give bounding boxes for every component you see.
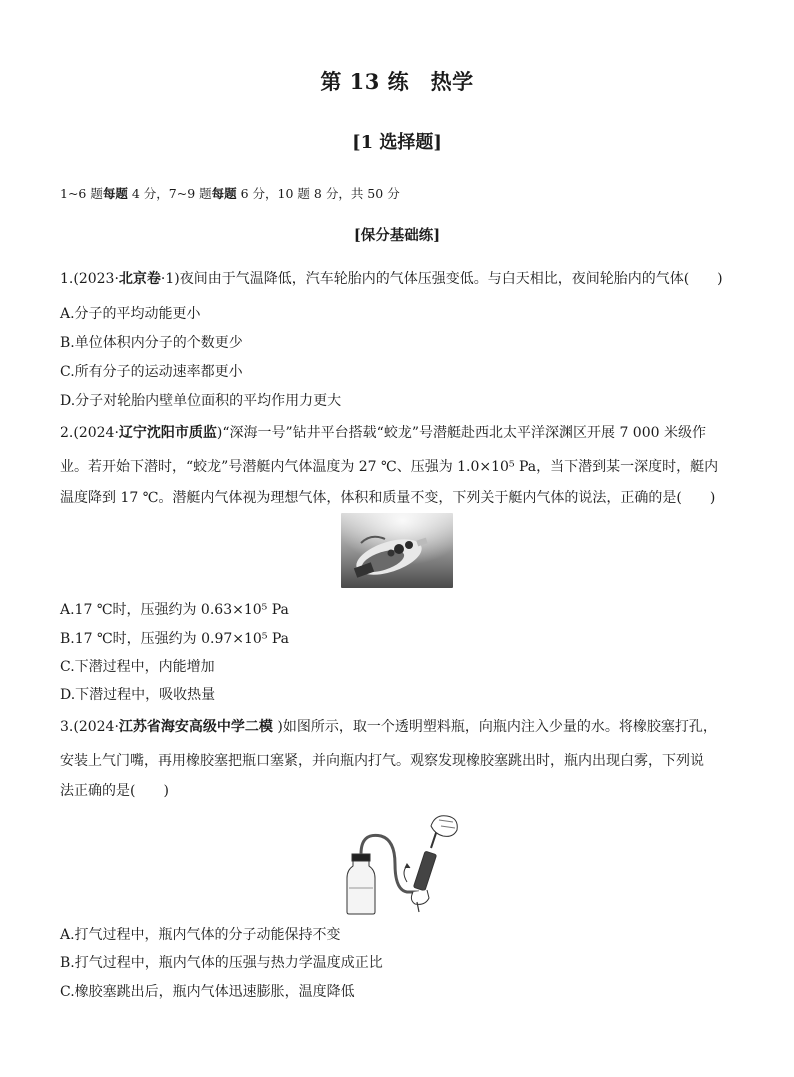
question-2-option-a: A.17 ℃时，压强约为 0.63×10⁵ Pa: [60, 602, 289, 618]
question-2-stem-line-1: [60, 422, 706, 442]
scoring-label2: 每题: [211, 186, 237, 201]
submarine-photo: [341, 513, 453, 588]
scoring-note: [60, 184, 400, 202]
question-1-option-b: B.单位体积内分子的个数更少: [60, 335, 243, 351]
question-2-stem-line-3: 温度降到 17 ℃。潜艇内气体视为理想气体，体积和质量不变，下列关于艇内气体的说法，正确的是( ): [60, 490, 716, 506]
question-1-stem: [60, 268, 723, 288]
question-source: 北京卷: [118, 271, 161, 287]
question-stem-line: )如图所示，取一个透明塑料瓶，向瓶内注入少量的水。将橡胶塞打孔，: [272, 719, 717, 735]
question-source: 江苏省海安高级中学二模: [118, 719, 273, 735]
question-2-stem-line-2: 业。若开始下潜时，“蛟龙”号潜艇内气体温度为 27 ℃、压强为 1.0×10⁵ Pa，当下潜到某一深度时，艇内: [60, 459, 719, 475]
question-3-stem-line-2: 安装上气门嘴，再用橡胶塞把瓶口塞紧，并向瓶内打气。观察发现橡胶塞跳出时，瓶内出现白雾，下列说: [60, 753, 704, 769]
page-title: 第 13 练 热学: [320, 69, 474, 94]
scoring-part3: 6 分，10 题 8 分，共 50 分: [236, 186, 400, 201]
question-3-option-b: B.打气过程中，瓶内气体的压强与热力学温度成正比: [60, 955, 383, 971]
question-2-option-d: D.下潜过程中，吸收热量: [60, 687, 216, 703]
question-2-option-c: C.下潜过程中，内能增加: [60, 659, 215, 675]
section-heading: [1 选择题]: [352, 132, 442, 153]
question-2-option-b: B.17 ℃时，压强约为 0.97×10⁵ Pa: [60, 631, 290, 647]
scoring-part2: 4 分，7~9 题: [127, 186, 212, 201]
question-number: 1.(2023·: [60, 271, 119, 287]
question-number: 2.(2024·: [60, 425, 119, 441]
question-3-stem-line-3: 法正确的是( ): [60, 783, 169, 799]
bottle-pump-diagram: [335, 808, 465, 916]
scoring-label1: 每题: [102, 186, 128, 201]
question-3-option-a: A.打气过程中，瓶内气体的分子动能保持不变: [60, 927, 341, 943]
question-source: 辽宁沈阳市质监: [118, 425, 217, 441]
scoring-part1: 1~6 题: [60, 186, 103, 201]
question-1-option-c: C.所有分子的运动速率都更小: [60, 364, 243, 380]
question-3-option-c: C.橡胶塞跳出后，瓶内气体迅速膨胀，温度降低: [60, 984, 355, 1000]
question-1-option-d: D.分子对轮胎内壁单位面积的平均作用力更大: [60, 393, 342, 409]
question-stem-line: )“深海一号”钻井平台搭载“蛟龙”号潜艇赴西北太平洋深渊区开展 7 000 米级作: [216, 425, 706, 441]
question-stem-line: ·1)夜间由于气温降低，汽车轮胎内的气体压强变低。与白天相比，夜间轮胎内的气体( ): [160, 271, 723, 287]
subsection-heading: [保分基础练]: [353, 227, 441, 244]
question-1-option-a: A.分子的平均动能更小: [60, 306, 201, 322]
question-3-stem-line-1: [60, 716, 717, 736]
question-number: 3.(2024·: [60, 719, 119, 735]
